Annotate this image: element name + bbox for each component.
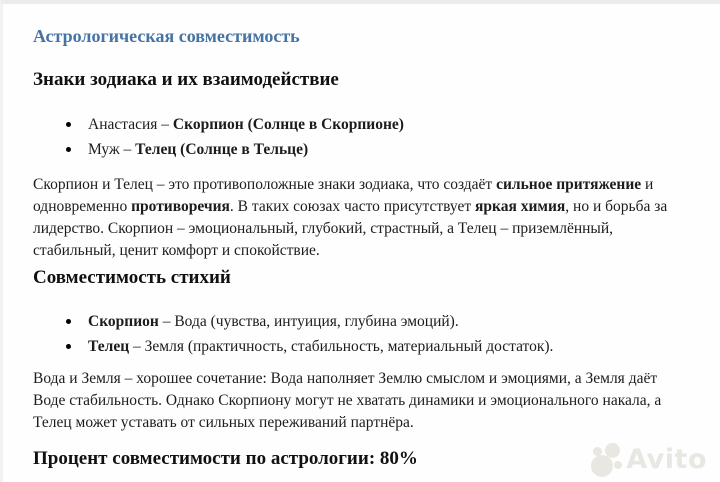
section-heading-zodiac: Знаки зодиака и их взаимодействие <box>33 69 339 90</box>
text-run: . В таких союзах часто присутствует <box>229 198 476 215</box>
list-item-text: Анастасия – <box>88 116 173 133</box>
list-item-text: Муж – <box>88 141 136 158</box>
text-run: Скорпион и Телец – это противоположные знаки зодиака, что создаёт <box>33 176 497 193</box>
avito-logo-icon <box>591 443 622 477</box>
list-item-bold-text: Телец <box>88 338 130 355</box>
list-item-bold-text: Скорпион <box>88 313 159 330</box>
text-run-bold: противоречия <box>131 198 230 215</box>
list-item-text: – Вода (чувства, интуиция, глубина эмоций). <box>158 313 459 330</box>
page-title: Астрологическая совместимость <box>33 26 300 46</box>
zodiac-pair-list <box>33 112 675 162</box>
list-item-text: – Земля (практичность, стабильность, материальный достаток). <box>129 338 554 355</box>
list-item <box>65 309 675 334</box>
paragraph-elements-compatibility: Вода и Земля – хорошее сочетание: Вода наполняет Землю смыслом и эмоциями, а Земля даёт Воде стабильность. Однако Скорпиону могут не хватать динамики и эмоционального накала, а Телец может уставать от сильных переживаний партнёра. <box>33 370 662 431</box>
avito-logo-circle <box>591 455 613 477</box>
avito-logo-circle <box>614 461 622 469</box>
text-run: , но и борьба за лидерство. Скорпион – эмоциональный, глубокий, страстный, а Телец – приземлённый, стабильный, ценит комфорт и спокойствие. <box>33 198 668 259</box>
result-percentage-heading: Процент совместимости по астрологии: 80% <box>33 448 418 469</box>
list-item <box>65 334 675 359</box>
avito-watermark <box>591 443 707 477</box>
list-item <box>65 112 675 137</box>
text-run-bold: яркая химия <box>475 198 566 215</box>
section-heading-elements: Совместимость стихий <box>33 267 231 288</box>
text-run: и одновременно <box>33 176 654 215</box>
paragraph-zodiac-compatibility <box>33 174 675 262</box>
elements-list <box>33 309 675 359</box>
avito-watermark-label: Avito <box>626 444 707 475</box>
text-run-bold: сильное притяжение <box>496 176 642 193</box>
list-item-bold-text: Скорпион (Солнце в Скорпионе) <box>172 116 404 133</box>
list-item-bold-text: Телец (Солнце в Тельце) <box>135 141 309 158</box>
list-item <box>65 137 675 162</box>
